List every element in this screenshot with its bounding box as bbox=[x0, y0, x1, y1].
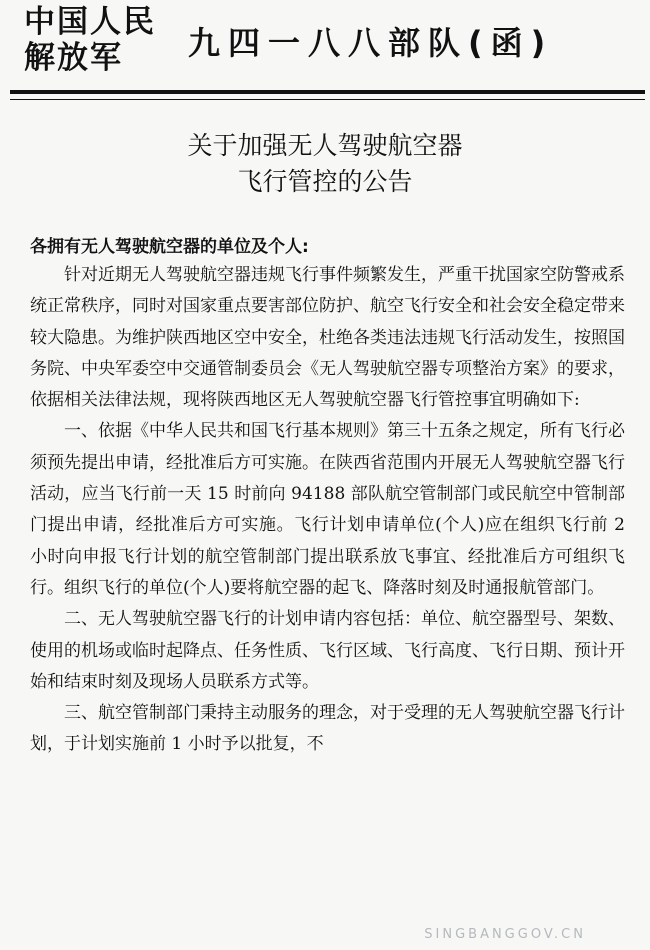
document-title bbox=[0, 128, 650, 200]
body-paragraph-intro: 针对近期无人驾驶航空器违规飞行事件频繁发生，严重干扰国家空防警戒系统正常秩序，同时对国家重点要害部位防护、航空飞行安全和社会安全稳定带来较大隐患。为维护陕西地区空中安全，杜绝各类违法违规飞行活动发生，按照国务院、中央军委空中交通管制委员会《无人驾驶航空器专项整治方案》的要求，依据相关法律法规，现将陕西地区无人驾驶航空器飞行管控事宜明确如下: bbox=[30, 265, 625, 411]
issuer-org-line-1: 中国人民 bbox=[24, 4, 156, 40]
body-paragraph-item-3: 三、航空管制部门秉持主动服务的理念，对于受理的无人驾驶航空器飞行计划，于计划实施前 1 小时予以批复，不 bbox=[30, 703, 625, 755]
letterhead bbox=[0, 0, 650, 110]
document-title-line-2: 飞行管控的公告 bbox=[237, 167, 413, 196]
issuer-unit-name: 九四一八八部队(函) bbox=[188, 24, 554, 62]
issuer-org-name bbox=[24, 4, 164, 76]
body-paragraph-item-2: 二、无人驾驶航空器飞行的计划申请内容包括：单位、航空器型号、架数、使用的机场或临时起降点、任务性质、飞行区域、飞行高度、飞行日期、预计开始和结束时刻及现场人员联系方式等。 bbox=[30, 609, 625, 692]
document-title-line-1: 关于加强无人驾驶航空器 bbox=[187, 131, 463, 160]
salutation: 各拥有无人驾驶航空器的单位及个人: bbox=[30, 237, 309, 257]
watermark: SINGBANGGOV.CN bbox=[424, 927, 586, 942]
body-paragraph-item-1: 一、依据《中华人民共和国飞行基本规则》第三十五条之规定，所有飞行必须预先提出申请，经批准后方可实施。在陕西省范围内开展无人驾驶航空器飞行活动，应当飞行前一天 15 时前向 94188 部队航空管制部门或民航空中管制部门提出申请，经批准后方可实施。飞行计划申请单位(个人)应在组织飞行前 2 小时向申报飞行计划的航空管制部门提出联系放飞事宜、经批准后方可组织飞行。组织飞行的单位(个人)要将航空器的起飞、降落时刻及时通报航管部门。 bbox=[30, 421, 625, 598]
letterhead-rule-thin bbox=[10, 99, 645, 100]
document-body bbox=[30, 260, 625, 761]
issuer-org-line-2: 解放军 bbox=[24, 40, 123, 76]
letterhead-rule-thick bbox=[10, 90, 645, 94]
